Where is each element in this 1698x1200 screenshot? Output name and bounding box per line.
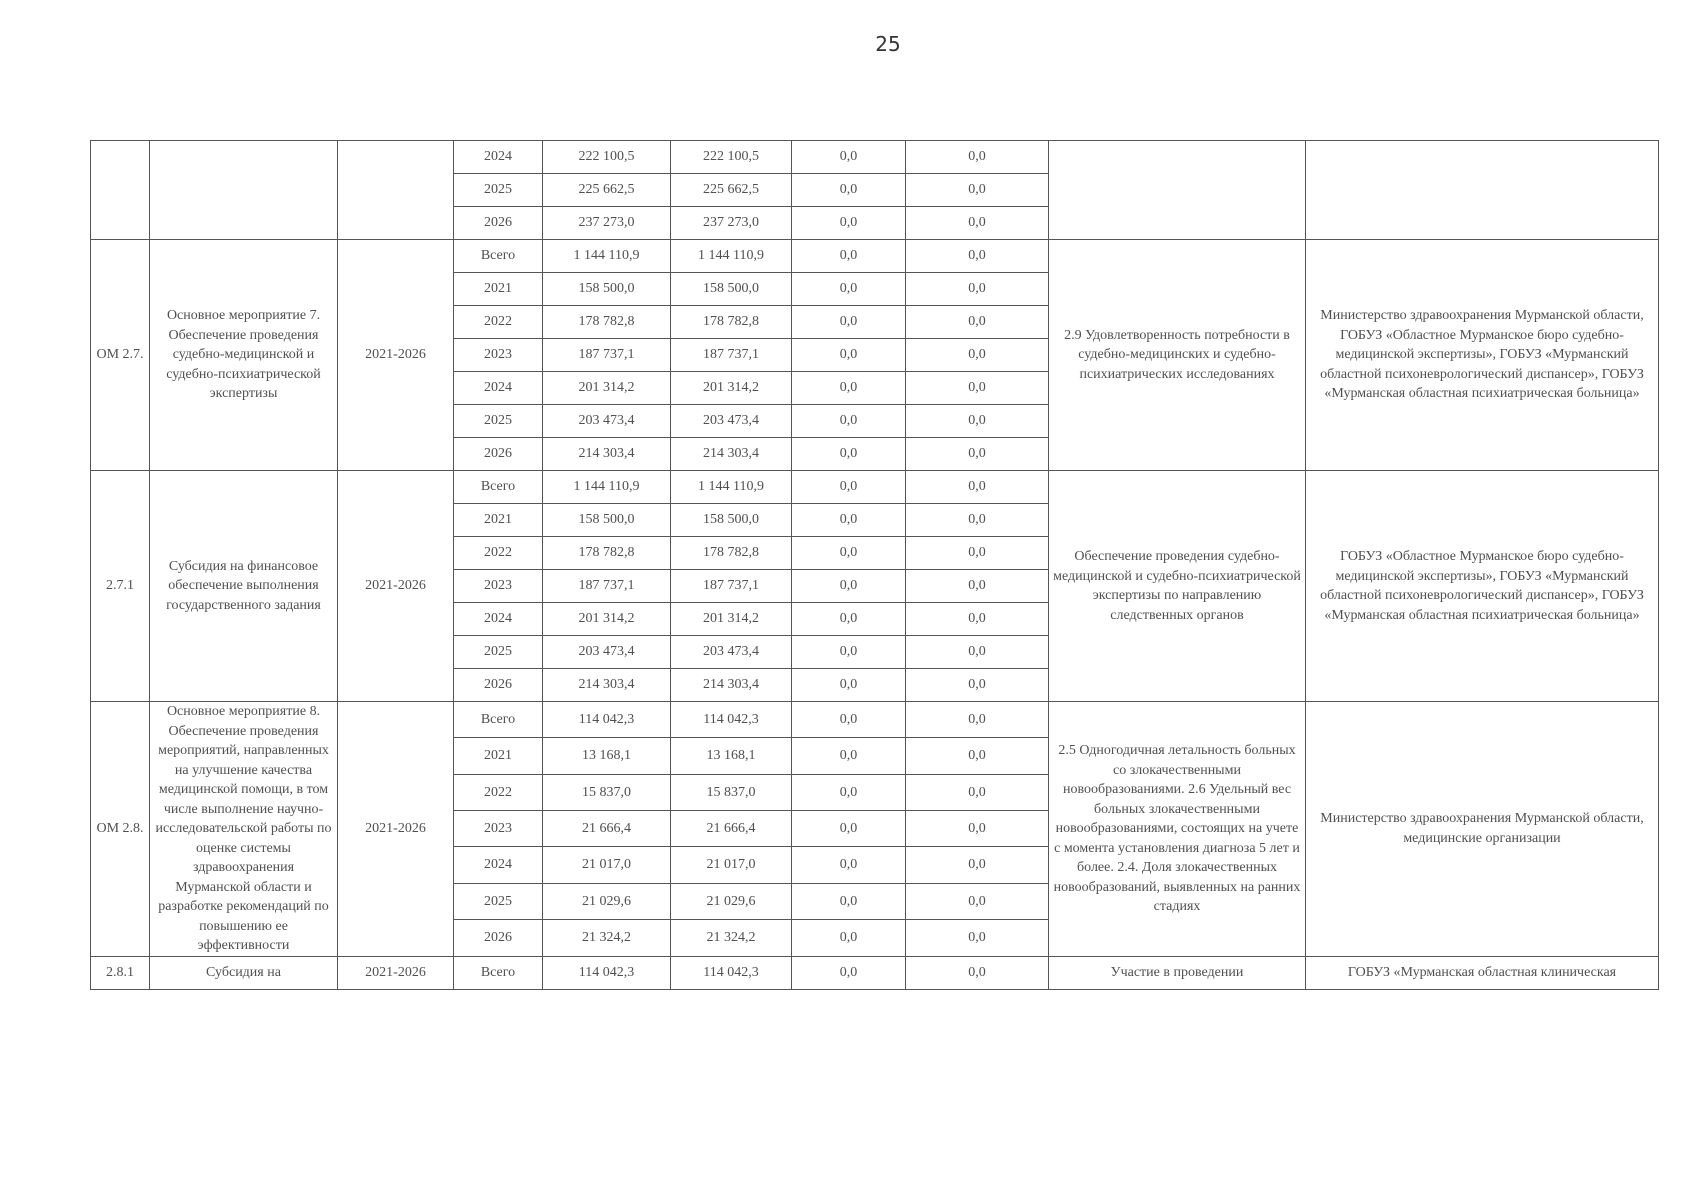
cell-year: 2024 bbox=[454, 847, 543, 883]
cell-regional: 201 314,2 bbox=[671, 372, 792, 405]
cell-period: 2021-2026 bbox=[338, 240, 454, 471]
cell-indicator: 2.5 Одногодичная летальность больных со злокачественными новообразованиями. 2.6 Удельный вес больных злокачественными новообразованиями, состоящих на учете с момента установления диагноза 5 лет и более. 2.4. Доля злокачественных новообразований, выявленных на ранних стадиях bbox=[1049, 702, 1306, 957]
cell-total: 15 837,0 bbox=[543, 774, 671, 810]
cell-code: 2.7.1 bbox=[91, 471, 150, 702]
table-body bbox=[91, 141, 1659, 990]
cell-other: 0,0 bbox=[906, 240, 1049, 273]
cell-other: 0,0 bbox=[906, 738, 1049, 774]
cell-regional: 114 042,3 bbox=[671, 956, 792, 989]
cell-federal: 0,0 bbox=[792, 956, 906, 989]
cell-other: 0,0 bbox=[906, 372, 1049, 405]
cell-regional: 201 314,2 bbox=[671, 603, 792, 636]
cell-total: 114 042,3 bbox=[543, 956, 671, 989]
cell-code: ОМ 2.8. bbox=[91, 702, 150, 957]
cell-federal: 0,0 bbox=[792, 504, 906, 537]
cell-federal: 0,0 bbox=[792, 339, 906, 372]
cell-regional: 203 473,4 bbox=[671, 405, 792, 438]
cell-regional: 237 273,0 bbox=[671, 207, 792, 240]
cell-period: 2021-2026 bbox=[338, 471, 454, 702]
cell-year: Всего bbox=[454, 240, 543, 273]
cell-federal: 0,0 bbox=[792, 405, 906, 438]
cell-regional: 178 782,8 bbox=[671, 306, 792, 339]
cell-period: 2021-2026 bbox=[338, 702, 454, 957]
cell-federal: 0,0 bbox=[792, 207, 906, 240]
cell-year: 2021 bbox=[454, 738, 543, 774]
cell-total: 158 500,0 bbox=[543, 504, 671, 537]
cell-regional: 15 837,0 bbox=[671, 774, 792, 810]
cell-other: 0,0 bbox=[906, 504, 1049, 537]
cell-federal: 0,0 bbox=[792, 273, 906, 306]
cell-period bbox=[338, 141, 454, 240]
cell-federal: 0,0 bbox=[792, 883, 906, 919]
cell-other: 0,0 bbox=[906, 702, 1049, 738]
cell-name bbox=[150, 141, 338, 240]
cell-year: 2021 bbox=[454, 273, 543, 306]
cell-federal: 0,0 bbox=[792, 141, 906, 174]
page-number: 25 bbox=[875, 32, 901, 56]
cell-executor: Министерство здравоохранения Мурманской области, ГОБУЗ «Областное Мурманское бюро судебно-медицинской экспертизы», ГОБУЗ «Мурманский областной психоневрологический диспансер», ГОБУЗ «Мурманская областная психиатрическая больница» bbox=[1306, 240, 1659, 471]
cell-other: 0,0 bbox=[906, 669, 1049, 702]
cell-federal: 0,0 bbox=[792, 738, 906, 774]
cell-regional: 158 500,0 bbox=[671, 273, 792, 306]
cell-federal: 0,0 bbox=[792, 570, 906, 603]
cell-total: 1 144 110,9 bbox=[543, 240, 671, 273]
cell-regional: 187 737,1 bbox=[671, 570, 792, 603]
cell-year: 2023 bbox=[454, 570, 543, 603]
cell-regional: 222 100,5 bbox=[671, 141, 792, 174]
cell-year: 2022 bbox=[454, 774, 543, 810]
program-activities-table bbox=[90, 140, 1659, 990]
cell-regional: 187 737,1 bbox=[671, 339, 792, 372]
cell-other: 0,0 bbox=[906, 847, 1049, 883]
cell-total: 13 168,1 bbox=[543, 738, 671, 774]
cell-other: 0,0 bbox=[906, 811, 1049, 847]
cell-total: 178 782,8 bbox=[543, 306, 671, 339]
cell-year: 2021 bbox=[454, 504, 543, 537]
cell-other: 0,0 bbox=[906, 339, 1049, 372]
cell-total: 222 100,5 bbox=[543, 141, 671, 174]
cell-code: 2.8.1 bbox=[91, 956, 150, 989]
cell-federal: 0,0 bbox=[792, 438, 906, 471]
cell-regional: 158 500,0 bbox=[671, 504, 792, 537]
cell-other: 0,0 bbox=[906, 306, 1049, 339]
cell-total: 21 029,6 bbox=[543, 883, 671, 919]
cell-total: 114 042,3 bbox=[543, 702, 671, 738]
table-row bbox=[91, 702, 1659, 738]
cell-total: 187 737,1 bbox=[543, 339, 671, 372]
cell-regional: 1 144 110,9 bbox=[671, 471, 792, 504]
table-row bbox=[91, 240, 1659, 273]
cell-federal: 0,0 bbox=[792, 240, 906, 273]
cell-other: 0,0 bbox=[906, 537, 1049, 570]
cell-regional: 21 666,4 bbox=[671, 811, 792, 847]
cell-indicator: 2.9 Удовлетворенность потребности в судебно-медицинских и судебно-психиатрических исследованиях bbox=[1049, 240, 1306, 471]
cell-year: 2026 bbox=[454, 207, 543, 240]
cell-year: 2026 bbox=[454, 438, 543, 471]
cell-regional: 13 168,1 bbox=[671, 738, 792, 774]
cell-executor bbox=[1306, 141, 1659, 240]
cell-regional: 21 029,6 bbox=[671, 883, 792, 919]
cell-year: 2022 bbox=[454, 537, 543, 570]
cell-executor: ГОБУЗ «Областное Мурманское бюро судебно-медицинской экспертизы», ГОБУЗ «Мурманский областной психоневрологический диспансер», ГОБУЗ «Мурманская областная психиатрическая больница» bbox=[1306, 471, 1659, 702]
cell-federal: 0,0 bbox=[792, 774, 906, 810]
cell-regional: 21 324,2 bbox=[671, 920, 792, 956]
cell-total: 203 473,4 bbox=[543, 405, 671, 438]
table-row bbox=[91, 141, 1659, 174]
cell-year: 2022 bbox=[454, 306, 543, 339]
cell-indicator: Участие в проведении bbox=[1049, 956, 1306, 989]
cell-year: 2024 bbox=[454, 141, 543, 174]
cell-year: 2026 bbox=[454, 920, 543, 956]
cell-year: Всего bbox=[454, 702, 543, 738]
cell-name: Субсидия на bbox=[150, 956, 338, 989]
cell-indicator bbox=[1049, 141, 1306, 240]
cell-total: 158 500,0 bbox=[543, 273, 671, 306]
cell-name: Основное мероприятие 7. Обеспечение проведения судебно-медицинской и судебно-психиатрической экспертизы bbox=[150, 240, 338, 471]
cell-total: 21 324,2 bbox=[543, 920, 671, 956]
cell-code: ОМ 2.7. bbox=[91, 240, 150, 471]
cell-year: 2025 bbox=[454, 883, 543, 919]
cell-total: 237 273,0 bbox=[543, 207, 671, 240]
cell-year: 2025 bbox=[454, 174, 543, 207]
cell-federal: 0,0 bbox=[792, 811, 906, 847]
cell-total: 214 303,4 bbox=[543, 438, 671, 471]
cell-year: 2025 bbox=[454, 636, 543, 669]
cell-total: 225 662,5 bbox=[543, 174, 671, 207]
cell-year: 2023 bbox=[454, 811, 543, 847]
cell-federal: 0,0 bbox=[792, 847, 906, 883]
cell-year: Всего bbox=[454, 471, 543, 504]
cell-other: 0,0 bbox=[906, 570, 1049, 603]
cell-regional: 114 042,3 bbox=[671, 702, 792, 738]
cell-other: 0,0 bbox=[906, 405, 1049, 438]
cell-total: 201 314,2 bbox=[543, 372, 671, 405]
cell-federal: 0,0 bbox=[792, 920, 906, 956]
cell-year: 2024 bbox=[454, 372, 543, 405]
cell-other: 0,0 bbox=[906, 273, 1049, 306]
cell-executor: Министерство здравоохранения Мурманской области, медицинские организации bbox=[1306, 702, 1659, 957]
cell-other: 0,0 bbox=[906, 883, 1049, 919]
cell-year: Всего bbox=[454, 956, 543, 989]
cell-regional: 21 017,0 bbox=[671, 847, 792, 883]
cell-regional: 203 473,4 bbox=[671, 636, 792, 669]
cell-total: 203 473,4 bbox=[543, 636, 671, 669]
cell-year: 2025 bbox=[454, 405, 543, 438]
cell-other: 0,0 bbox=[906, 174, 1049, 207]
cell-federal: 0,0 bbox=[792, 636, 906, 669]
cell-year: 2026 bbox=[454, 669, 543, 702]
cell-federal: 0,0 bbox=[792, 537, 906, 570]
cell-federal: 0,0 bbox=[792, 669, 906, 702]
cell-code bbox=[91, 141, 150, 240]
cell-regional: 225 662,5 bbox=[671, 174, 792, 207]
cell-total: 1 144 110,9 bbox=[543, 471, 671, 504]
cell-regional: 178 782,8 bbox=[671, 537, 792, 570]
cell-other: 0,0 bbox=[906, 774, 1049, 810]
cell-indicator: Обеспечение проведения судебно-медицинской и судебно-психиатрической экспертизы по направлению следственных органов bbox=[1049, 471, 1306, 702]
cell-regional: 214 303,4 bbox=[671, 669, 792, 702]
cell-regional: 214 303,4 bbox=[671, 438, 792, 471]
cell-period: 2021-2026 bbox=[338, 956, 454, 989]
cell-other: 0,0 bbox=[906, 920, 1049, 956]
cell-federal: 0,0 bbox=[792, 306, 906, 339]
cell-total: 21 017,0 bbox=[543, 847, 671, 883]
cell-federal: 0,0 bbox=[792, 702, 906, 738]
cell-total: 178 782,8 bbox=[543, 537, 671, 570]
cell-executor: ГОБУЗ «Мурманская областная клиническая bbox=[1306, 956, 1659, 989]
cell-other: 0,0 bbox=[906, 207, 1049, 240]
cell-total: 21 666,4 bbox=[543, 811, 671, 847]
cell-total: 214 303,4 bbox=[543, 669, 671, 702]
cell-year: 2023 bbox=[454, 339, 543, 372]
cell-year: 2024 bbox=[454, 603, 543, 636]
table-row bbox=[91, 471, 1659, 504]
cell-total: 187 737,1 bbox=[543, 570, 671, 603]
table-row bbox=[91, 956, 1659, 989]
cell-other: 0,0 bbox=[906, 636, 1049, 669]
cell-total: 201 314,2 bbox=[543, 603, 671, 636]
cell-other: 0,0 bbox=[906, 438, 1049, 471]
cell-federal: 0,0 bbox=[792, 372, 906, 405]
cell-other: 0,0 bbox=[906, 471, 1049, 504]
cell-regional: 1 144 110,9 bbox=[671, 240, 792, 273]
cell-name: Субсидия на финансовое обеспечение выполнения государственного задания bbox=[150, 471, 338, 702]
cell-federal: 0,0 bbox=[792, 603, 906, 636]
cell-name: Основное мероприятие 8. Обеспечение проведения мероприятий, направленных на улучшение качества медицинской помощи, в том числе выполнение научно-исследовательской работы по оценке системы здравоохранения Мурманской области и разработке рекомендаций по повышению ее эффективности bbox=[150, 702, 338, 957]
cell-other: 0,0 bbox=[906, 956, 1049, 989]
cell-federal: 0,0 bbox=[792, 471, 906, 504]
cell-other: 0,0 bbox=[906, 141, 1049, 174]
cell-other: 0,0 bbox=[906, 603, 1049, 636]
cell-federal: 0,0 bbox=[792, 174, 906, 207]
